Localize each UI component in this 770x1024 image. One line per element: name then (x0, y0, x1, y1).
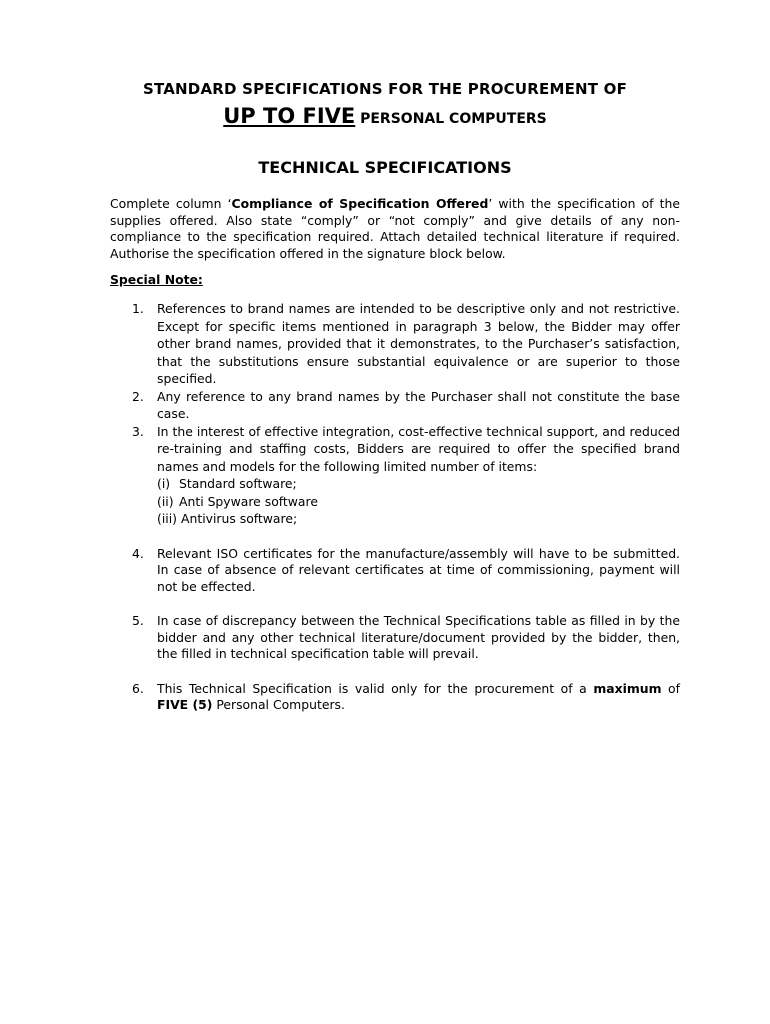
intro-before: Complete column ‘ (110, 196, 232, 211)
title-emphasis: UP TO FIVE (223, 104, 356, 128)
intro-after: ’ with the specification of the supplies offered. Also state “comply” or “not comply” and give details of any non-compliance to the specification required. Attach detailed technical literature if required. Authorise the specification offered in the signature block below. (110, 196, 680, 261)
list-item (110, 613, 680, 663)
document-title-line1: STANDARD SPECIFICATIONS FOR THE PROCUREMENT OF (142, 80, 628, 98)
sub-item-text: Anti Spyware software (179, 493, 318, 509)
sub-list (157, 475, 680, 528)
list-item-text: References to brand names are intended to be descriptive only and not restrictive. Except for specific items mentioned in paragraph 3 below, the Bidder may offer other brand names, provided that it demonstrates, to the Purchaser’s satisfaction, that the substitutions ensure substantial equivalence or are superior to those specified. (157, 301, 680, 386)
list-item-text-after: Personal Computers. (212, 697, 345, 712)
sub-item-text: Standard software; (179, 476, 297, 491)
document-title-line2 (0, 104, 770, 128)
list-item (110, 423, 680, 528)
list-item-number: 6. (132, 680, 144, 696)
list-item-number: 4. (132, 545, 144, 561)
sub-item-number: (i) (157, 476, 171, 491)
list-item-number: 3. (132, 423, 144, 439)
sub-list-item (157, 510, 680, 528)
list-item (110, 546, 680, 596)
sub-list-item (157, 475, 680, 493)
sub-list-item (157, 493, 680, 511)
list-item (110, 388, 680, 423)
list-item-number: 2. (132, 388, 144, 404)
list-item-bold-five: FIVE (5) (157, 697, 213, 712)
list-item-bold-maximum: maximum (593, 680, 662, 696)
title-rest: PERSONAL COMPUTERS (355, 111, 547, 127)
sub-item-number: (ii) (157, 493, 174, 509)
list-item-number: 1. (132, 301, 144, 316)
list-item-text: In the interest of effective integration, cost-effective technical support, and reduced re-training and staffing costs, Bidders are required to offer the specified brand names and models for the following limited number of items: (157, 423, 680, 474)
list-item-number: 5. (132, 613, 144, 628)
list-item-text: In case of discrepancy between the Technical Specifications table as filled in by the bidder and any other technical literature/document provided by the bidder, then, the filled in technical specification table will prevail. (157, 613, 680, 661)
sub-item-text: Antivirus software; (181, 511, 298, 526)
section-heading: TECHNICAL SPECIFICATIONS (258, 158, 512, 177)
intro-paragraph (110, 196, 680, 262)
sub-item-number: (iii) (157, 511, 177, 526)
intro-bold: Compliance of Specification Offered (231, 196, 489, 211)
list-item-text-before: This Technical Specification is valid only for the procurement of a (157, 680, 594, 696)
list-item-text: Relevant ISO certificates for the manufacture/assembly will have to be submitted. In case of absence of relevant certificates at time of commissioning, payment will not be effected. (157, 545, 680, 594)
special-note-list (110, 300, 680, 714)
list-item-text-mid: of (661, 680, 680, 696)
special-note-heading: Special Note: (110, 272, 203, 287)
list-item (110, 300, 680, 388)
list-item (110, 681, 680, 714)
list-item-text: Any reference to any brand names by the Purchaser shall not constitute the base case. (157, 388, 680, 421)
